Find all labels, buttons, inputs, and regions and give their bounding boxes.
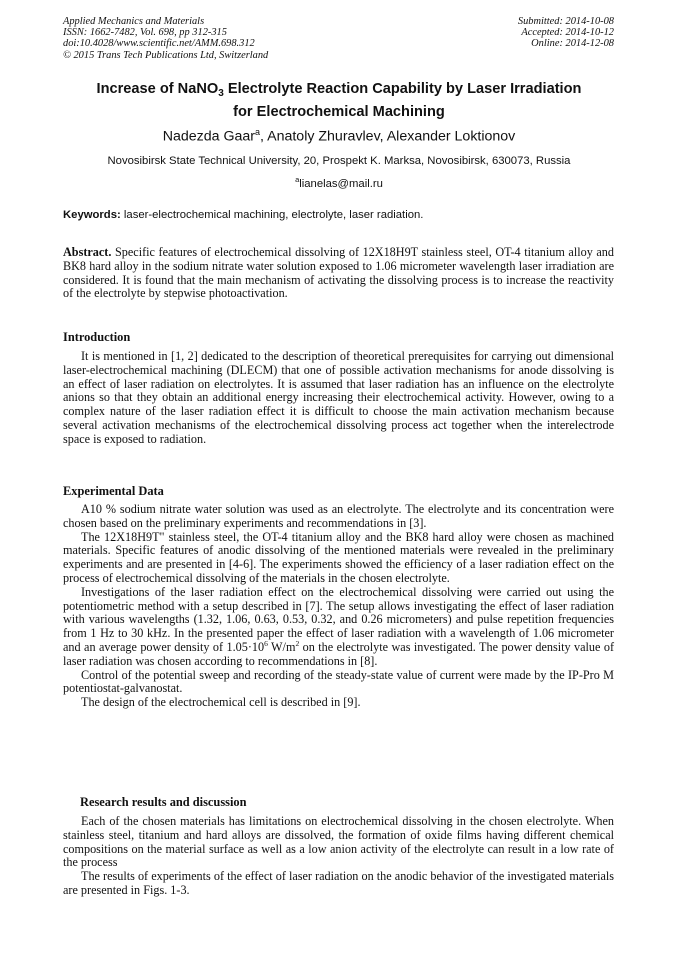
keywords-label: Keywords: bbox=[63, 209, 121, 221]
paper-title: Increase of NaNO$_3$ Electrolyte Reaction Capability by Laser Irradiation for Electrochemical Machining bbox=[96, 81, 582, 120]
section-heading-results: Research results and discussion bbox=[80, 795, 247, 809]
accepted-date: Accepted: 2014-10-12 bbox=[521, 27, 614, 39]
keywords: Keywords: laser-electrochemical machining, electrolyte, laser radiation. bbox=[63, 209, 424, 221]
paragraph: Each of the chosen materials has limitations on electrochemical dissolving in the chosen electrolyte. When stainless steel, titanium and hard alloys are dissolved, the formation of oxide films having different chemical compositions on the material surface as well as a low anion activity of the electrolyte can result in a low rate of the process bbox=[63, 814, 614, 870]
dates-header bbox=[518, 16, 614, 50]
paragraph: Investigations of the laser radiation effect on the electrochemical dissolving were carried out using the potentiometric method with a setup described in [7]. The setup allows investigating the effect of laser radiation with various wavelengths (1.32, 1.06, 0.63, 0.53, 0.32, and 0.26 micrometers) and pulse repetition frequencies from 1 Hz to 30 kHz. In the presented paper the effect of laser radiation with a wavelength of 1.06 micrometer and an average power density of $1.05\cdot 10^6$ $W/m^2$ on the electrolyte was investigated. The power density value of laser radiation was chosen according to recommendations in [8]. bbox=[63, 584, 615, 668]
section-heading-introduction: Introduction bbox=[63, 330, 131, 344]
title-subscript: 3 bbox=[218, 88, 224, 99]
abstract-label: Abstract. bbox=[63, 245, 112, 259]
online-date: Online: 2014-12-08 bbox=[531, 38, 614, 50]
paragraph: A10 % sodium nitrate water solution was used as an electrolyte. The electrolyte and its concentration were chosen based on the preliminary experiments and recommendations in [3]. bbox=[63, 502, 614, 530]
abstract: Abstract. Specific features of electrochemical dissolving of 12X18H9T stainless steel, OT-4 titanium alloy and BK8 hard alloy in the sodium nitrate water solution exposed to 1.06 micrometer wavelength laser irradiation are considered. It is found that the main mechanism of activating the dissolving process is to increase the reactivity of the electrolyte by stepwise photoactivation. bbox=[63, 245, 614, 301]
results-text bbox=[63, 815, 614, 898]
author-email: $^a$lianelas@mail.ru bbox=[295, 175, 383, 190]
copyright-line: © 2015 Trans Tech Publications Ltd, Switzerland bbox=[63, 49, 269, 61]
doi-line: doi:10.4028/www.scientific.net/AMM.698.312 bbox=[63, 38, 255, 50]
submitted-date: Submitted: 2014-10-08 bbox=[517, 16, 614, 27]
author-list: Nadezda Gaar$^a$, Anatoly Zhuravlev, Alexander Loktionov bbox=[162, 127, 516, 145]
affiliation: Novosibirsk State Technical University, 20, Prospekt K. Marksa, Novosibirsk, 630073, Russia bbox=[107, 155, 571, 167]
paragraph: The design of the electrochemical cell is described in [9]. bbox=[81, 695, 361, 710]
introduction-text: It is mentioned in [1, 2] dedicated to the description of theoretical prerequisites for carrying out dimensional laser-electrochemical machining (DLECM) that one of possible activation mechanisms for anode dissolving is an effect of laser radiation on electrolytes. It is assumed that laser radiation has an influence on the electrolyte anions so that they obtain an additional energy increasing their electrochemical activity. However, owing to a complex nature of the laser radiation effect it is difficult to choose the main activation mechanism because several activation mechanisms of the electrochemical dissolving process act together when the interelectrode space is exposed to radiation. bbox=[63, 349, 614, 446]
journal-header bbox=[63, 16, 268, 61]
paragraph: Control of the potential sweep and recording of the steady-state value of current were made by the IP-Pro M potentiostat-galvanostat. bbox=[63, 667, 614, 696]
section-heading-experimental: Experimental Data bbox=[63, 484, 164, 498]
experimental-text bbox=[63, 503, 614, 710]
paragraph: The 12X18H9T" stainless steel, the OT-4 titanium alloy and the BK8 hard alloy were chosen as machined materials. Specific features of anodic dissolving of the mentioned materials were revealed in the preliminary experiments and are presented in [4-6]. The experiments showed the efficiency of a laser radiation effect on the process of electrochemical dissolving of the materials in the chosen electrolyte. bbox=[63, 529, 614, 585]
journal-name: Applied Mechanics and Materials bbox=[63, 16, 205, 27]
paragraph: The results of experiments of the effect of laser radiation on the anodic behavior of the investigated materials are presented in Figs. 1-3. bbox=[63, 869, 614, 897]
issn-line: ISSN: 1662-7482, Vol. 698, pp 312-315 bbox=[63, 27, 227, 39]
